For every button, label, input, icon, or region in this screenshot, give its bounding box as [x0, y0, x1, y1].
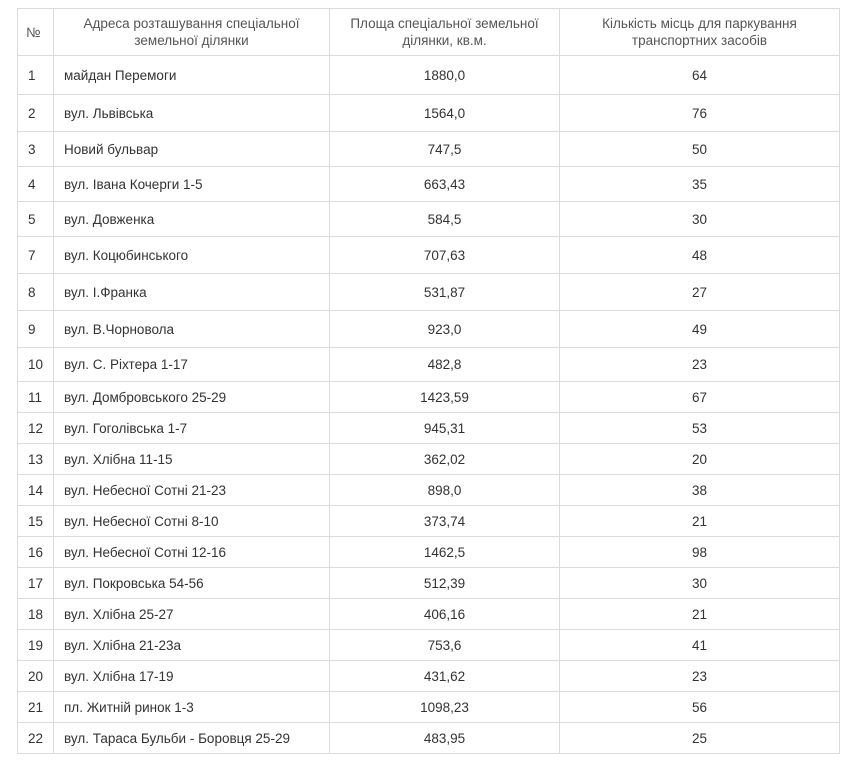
- cell-parking-spots: 67: [560, 382, 840, 413]
- cell-number: 14: [18, 475, 54, 506]
- cell-number: 9: [18, 311, 54, 348]
- cell-area: 1423,59: [330, 382, 560, 413]
- cell-parking-spots: 20: [560, 444, 840, 475]
- table-row: [18, 568, 840, 599]
- cell-address: вул. Хлібна 25-27: [54, 599, 330, 630]
- table-row: [18, 274, 840, 311]
- cell-address: вул. Хлібна 17-19: [54, 661, 330, 692]
- table-row: [18, 382, 840, 413]
- cell-area: 747,5: [330, 132, 560, 167]
- cell-parking-spots: 25: [560, 723, 840, 754]
- cell-parking-spots: 56: [560, 692, 840, 723]
- cell-address: вул. С. Ріхтера 1-17: [54, 348, 330, 382]
- cell-address: вул. Львівська: [54, 95, 330, 132]
- cell-address: вул. Домбровського 25-29: [54, 382, 330, 413]
- cell-address: вул. Тараса Бульби - Боровця 25-29: [54, 723, 330, 754]
- cell-parking-spots: 30: [560, 568, 840, 599]
- header-parking-spots: Кількість місць для паркування транспортних засобів: [560, 9, 840, 56]
- cell-number: 5: [18, 202, 54, 237]
- cell-area: 406,16: [330, 599, 560, 630]
- cell-parking-spots: 53: [560, 413, 840, 444]
- cell-area: 373,74: [330, 506, 560, 537]
- table-row: [18, 413, 840, 444]
- cell-parking-spots: 48: [560, 237, 840, 274]
- cell-parking-spots: 21: [560, 599, 840, 630]
- cell-area: 663,43: [330, 167, 560, 202]
- cell-number: 19: [18, 630, 54, 661]
- cell-parking-spots: 76: [560, 95, 840, 132]
- cell-area: 923,0: [330, 311, 560, 348]
- cell-address: вул. Гоголівська 1-7: [54, 413, 330, 444]
- cell-area: 1564,0: [330, 95, 560, 132]
- table-row: [18, 661, 840, 692]
- cell-number: 15: [18, 506, 54, 537]
- table-row: [18, 167, 840, 202]
- cell-area: 584,5: [330, 202, 560, 237]
- cell-number: 8: [18, 274, 54, 311]
- cell-parking-spots: 41: [560, 630, 840, 661]
- header-number: №: [18, 9, 54, 56]
- cell-address: вул. В.Чорновола: [54, 311, 330, 348]
- cell-parking-spots: 49: [560, 311, 840, 348]
- cell-parking-spots: 98: [560, 537, 840, 568]
- cell-number: 21: [18, 692, 54, 723]
- cell-parking-spots: 27: [560, 274, 840, 311]
- cell-address: вул. Небесної Сотні 8-10: [54, 506, 330, 537]
- cell-area: 1098,23: [330, 692, 560, 723]
- header-area: Площа спеціальної земельної ділянки, кв.м.: [330, 9, 560, 56]
- cell-parking-spots: 64: [560, 56, 840, 95]
- cell-parking-spots: 30: [560, 202, 840, 237]
- table-row: [18, 630, 840, 661]
- cell-parking-spots: 38: [560, 475, 840, 506]
- table-row: [18, 723, 840, 754]
- cell-number: 1: [18, 56, 54, 95]
- parking-lots-table: [17, 8, 840, 754]
- header-address: Адреса розташування спеціальної земельної ділянки: [54, 9, 330, 56]
- parking-table-container: [17, 8, 840, 754]
- cell-area: 1462,5: [330, 537, 560, 568]
- table-body: [18, 56, 840, 754]
- cell-area: 483,95: [330, 723, 560, 754]
- table-header-row: [18, 9, 840, 56]
- cell-address: майдан Перемоги: [54, 56, 330, 95]
- cell-area: 1880,0: [330, 56, 560, 95]
- cell-number: 13: [18, 444, 54, 475]
- table-row: [18, 237, 840, 274]
- cell-area: 362,02: [330, 444, 560, 475]
- cell-area: 898,0: [330, 475, 560, 506]
- table-row: [18, 537, 840, 568]
- cell-address: вул. Довженка: [54, 202, 330, 237]
- table-row: [18, 444, 840, 475]
- table-row: [18, 475, 840, 506]
- cell-number: 4: [18, 167, 54, 202]
- cell-number: 7: [18, 237, 54, 274]
- cell-parking-spots: 23: [560, 661, 840, 692]
- cell-number: 16: [18, 537, 54, 568]
- cell-number: 18: [18, 599, 54, 630]
- cell-address: вул. І.Франка: [54, 274, 330, 311]
- cell-number: 3: [18, 132, 54, 167]
- cell-number: 17: [18, 568, 54, 599]
- cell-parking-spots: 21: [560, 506, 840, 537]
- cell-address: вул. Хлібна 11-15: [54, 444, 330, 475]
- cell-area: 753,6: [330, 630, 560, 661]
- table-row: [18, 506, 840, 537]
- cell-number: 2: [18, 95, 54, 132]
- cell-address: Новий бульвар: [54, 132, 330, 167]
- cell-address: вул. Небесної Сотні 12-16: [54, 537, 330, 568]
- table-row: [18, 132, 840, 167]
- cell-address: вул. Хлібна 21-23а: [54, 630, 330, 661]
- cell-area: 512,39: [330, 568, 560, 599]
- cell-area: 531,87: [330, 274, 560, 311]
- cell-number: 20: [18, 661, 54, 692]
- cell-number: 22: [18, 723, 54, 754]
- cell-parking-spots: 23: [560, 348, 840, 382]
- table-row: [18, 348, 840, 382]
- table-row: [18, 95, 840, 132]
- cell-address: пл. Житній ринок 1-3: [54, 692, 330, 723]
- cell-address: вул. Покровська 54-56: [54, 568, 330, 599]
- cell-parking-spots: 50: [560, 132, 840, 167]
- cell-address: вул. Івана Кочерги 1-5: [54, 167, 330, 202]
- cell-area: 482,8: [330, 348, 560, 382]
- cell-area: 431,62: [330, 661, 560, 692]
- table-row: [18, 692, 840, 723]
- table-row: [18, 311, 840, 348]
- cell-parking-spots: 35: [560, 167, 840, 202]
- cell-number: 10: [18, 348, 54, 382]
- table-row: [18, 202, 840, 237]
- cell-area: 707,63: [330, 237, 560, 274]
- cell-number: 12: [18, 413, 54, 444]
- cell-address: вул. Небесної Сотні 21-23: [54, 475, 330, 506]
- cell-area: 945,31: [330, 413, 560, 444]
- cell-address: вул. Коцюбинського: [54, 237, 330, 274]
- cell-number: 11: [18, 382, 54, 413]
- table-row: [18, 599, 840, 630]
- table-row: [18, 56, 840, 95]
